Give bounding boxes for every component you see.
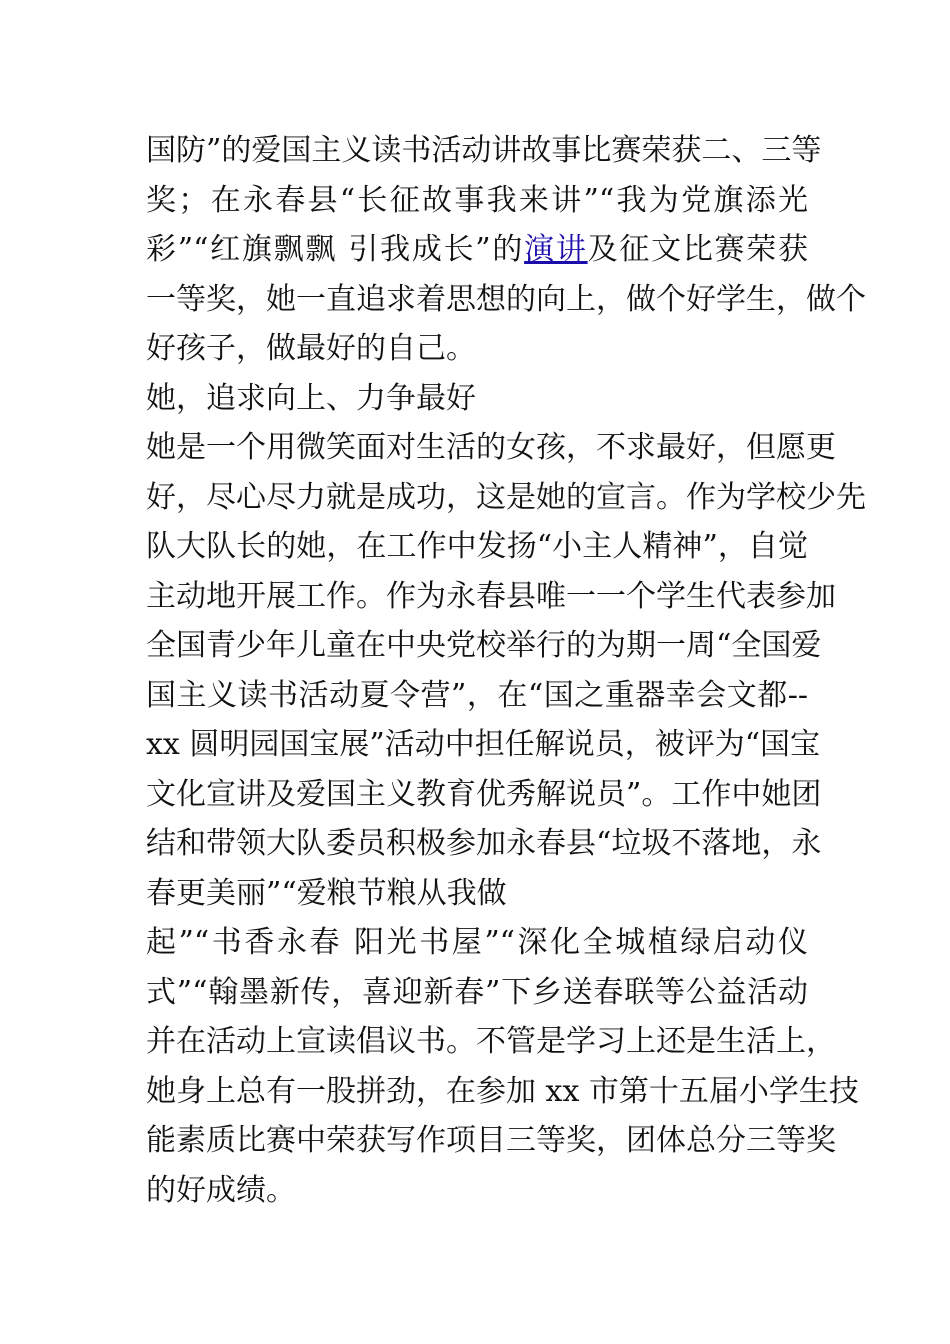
text-line: 主动地开展工作。作为永春县唯一一个学生代表参加 <box>146 578 836 614</box>
text-line <box>146 225 808 275</box>
section-heading: 她，追求向上、力争最好 <box>146 380 476 416</box>
text-line: 好，尽心尽力就是成功，这是她的宣言。作为学校少先 <box>146 479 866 515</box>
text-line: 文化宣讲及爱国主义教育优秀解说员”。工作中她团 <box>146 776 822 812</box>
text-line: xx 圆明园国宝展”活动中担任解说员，被评为“国宝 <box>146 727 821 762</box>
text-line: 国主义读书活动夏令营”，在“国之重器幸会文都-- <box>146 677 808 713</box>
text-line: 的好成绩。 <box>146 1172 296 1208</box>
text-line: 她身上总有一股拼劲，在参加 xx 市第十五届小学生技 <box>146 1073 859 1109</box>
text-line: 队大队长的她，在工作中发扬“小主人精神”，自觉 <box>146 529 808 564</box>
text-line: 国防”的爱国主义读书活动讲故事比赛荣获二、三等 <box>146 133 822 168</box>
text-line: 她是一个用微笑面对生活的女孩，不求最好，但愿更 <box>146 430 836 465</box>
text-line: 并在活动上宣读倡议书。不管是学习上还是生活上， <box>146 1024 836 1059</box>
text-line: 春更美丽”“爱粮节粮从我做 <box>146 875 507 911</box>
text-line: 式”“翰墨新传，喜迎新春”下乡送春联等公益活动 <box>146 974 808 1010</box>
text-line: 奖；在永春县“长征故事我来讲”“我为党旗添光 <box>146 182 808 218</box>
text-segment: 及征文比赛荣获 <box>587 232 809 267</box>
speech-link[interactable]: 演讲 <box>524 232 588 267</box>
body-text <box>146 126 866 1215</box>
text-line: 能素质比赛中荣获写作项目三等奖，团体总分三等奖 <box>146 1123 836 1158</box>
text-line: 起”“书香永春 阳光书屋”“深化全城植绿启动仪 <box>146 925 808 960</box>
text-line: 全国青少年儿童在中央党校举行的为期一周“全国爱 <box>146 628 822 663</box>
text-line: 好孩子，做最好的自己。 <box>146 331 476 366</box>
text-line: 结和带领大队委员积极参加永春县“垃圾不落地，永 <box>146 826 822 861</box>
text-segment: 彩”“红旗飘飘 引我成长”的 <box>146 232 525 267</box>
text-line: 一等奖，她一直追求着思想的向上，做个好学生，做个 <box>146 281 866 317</box>
